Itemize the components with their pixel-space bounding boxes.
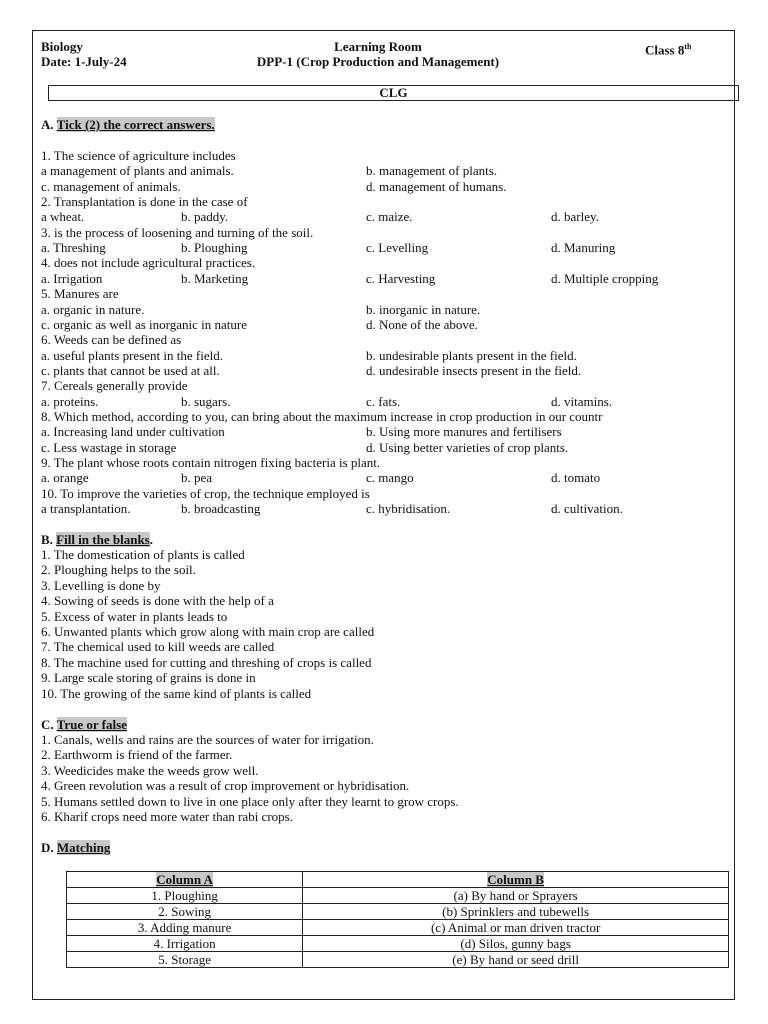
answer-option: b. pea: [181, 470, 213, 486]
column-b-cell: (d) Silos, gunny bags: [303, 936, 729, 952]
column-a-cell: 3. Adding manure: [67, 920, 303, 936]
answer-option: d. cultivation.: [551, 501, 623, 517]
date-label: Date: 1-July-24: [41, 54, 127, 69]
answer-option: a wheat.: [41, 209, 85, 225]
fill-blank-item: 4. Sowing of seeds is done with the help of a: [41, 593, 274, 609]
question-text: 9. The plant whose roots contain nitrogen fixing bacteria is plant.: [41, 455, 381, 470]
question-text: 1. The science of agriculture includes: [41, 148, 236, 163]
worksheet-page: [32, 30, 735, 1000]
answer-option: a. useful plants present in the field.: [41, 347, 223, 363]
column-a-cell: 5. Storage: [67, 952, 303, 968]
class-label: Class 8th: [645, 42, 692, 58]
answer-option: b. paddy.: [181, 209, 229, 225]
question-text: 10. To improve the varieties of crop, the technique employed is: [41, 485, 370, 501]
column-a-cell: 1. Ploughing: [67, 888, 303, 904]
answer-option: b. Marketing: [181, 270, 249, 286]
answer-option: d. tomato: [551, 470, 601, 486]
column-b-cell: (b) Sprinklers and tubewells: [303, 904, 729, 920]
answer-option: d. None of the above.: [366, 316, 478, 332]
matching-table: [66, 871, 729, 968]
answer-option: c. Harvesting: [366, 270, 436, 286]
answer-option: a. proteins.: [41, 393, 99, 409]
fill-blank-item: 6. Unwanted plants which grow along with main crop are called: [41, 624, 375, 639]
question-text: 8. Which method, according to you, can bring about the maximum increase in crop production in our countr: [41, 408, 603, 424]
answer-option: d. Multiple cropping: [551, 270, 659, 286]
table-row: [67, 936, 729, 952]
fill-blank-item: 7. The chemical used to kill weeds are called: [41, 639, 275, 655]
answer-option: d. undesirable insects present in the field.: [366, 362, 582, 378]
column-b-header: Column B: [303, 872, 729, 888]
fill-blank-item: 10. The growing of the same kind of plants is called: [41, 685, 312, 701]
matching-header-row: [67, 872, 729, 888]
column-b-cell: (e) By hand or seed drill: [303, 952, 729, 968]
fill-blank-item: 8. The machine used for cutting and threshing of crops is called: [41, 654, 372, 670]
section-d-heading: D. Matching: [41, 840, 111, 855]
question-text: 7. Cereals generally provide: [41, 378, 188, 394]
fill-blank-item: 9. Large scale storing of grains is done in: [41, 670, 256, 686]
answer-option: a management of plants and animals.: [41, 163, 234, 179]
section-b-heading: B. Fill in the blanks.: [41, 532, 153, 547]
answer-option: b. broadcasting: [181, 501, 261, 517]
answer-option: a. Threshing: [41, 240, 106, 256]
fill-blank-item: 1. The domestication of plants is called: [41, 547, 245, 562]
true-false-item: 5. Humans settled down to live in one place only after they learnt to grow crops.: [41, 793, 459, 809]
subject-label: Biology: [41, 39, 83, 54]
answer-option: d. Manuring: [551, 240, 616, 256]
true-false-item: 2. Earthworm is friend of the farmer.: [41, 747, 233, 763]
answer-option: b. undesirable plants present in the field.: [366, 347, 577, 363]
table-row: [67, 888, 729, 904]
answer-option: c. maize.: [366, 209, 413, 225]
question-text: 6. Weeds can be defined as: [41, 332, 182, 348]
answer-option: d. vitamins.: [551, 393, 613, 409]
answer-option: c. mango: [366, 470, 414, 486]
answer-option: d. Using better varieties of crop plants.: [366, 439, 569, 455]
true-false-item: 4. Green revolution was a result of crop improvement or hybridisation.: [41, 778, 410, 794]
answer-option: b. management of plants.: [366, 163, 498, 179]
answer-option: c. fats.: [366, 393, 401, 409]
question-text: 4. does not include agricultural practices.: [41, 255, 256, 271]
question-text: 3. is the process of loosening and turning of the soil.: [41, 224, 314, 240]
column-a-cell: 4. Irrigation: [67, 936, 303, 952]
true-false-item: 3. Weedicides make the weeds grow well.: [41, 762, 259, 778]
table-row: [67, 904, 729, 920]
answer-option: a. organic in nature.: [41, 301, 145, 317]
center-title: Learning Room: [334, 39, 422, 54]
answer-option: a. Irrigation: [41, 270, 103, 286]
answer-option: c. Levelling: [366, 240, 429, 256]
fill-blank-item: 3. Levelling is done by: [41, 577, 161, 593]
section-c-heading: C. True or false: [41, 717, 127, 732]
answer-option: b. inorganic in nature.: [366, 301, 481, 317]
answer-option: c. hybridisation.: [366, 501, 451, 517]
answer-option: c. plants that cannot be used at all.: [41, 362, 220, 378]
table-row: [67, 920, 729, 936]
question-text: 5. Manures are: [41, 286, 119, 302]
answer-option: c. organic as well as inorganic in nature: [41, 316, 248, 332]
answer-option: b. Ploughing: [181, 240, 248, 256]
answer-option: a. Increasing land under cultivation: [41, 424, 225, 440]
answer-option: b. Using more manures and fertilisers: [366, 424, 562, 440]
answer-option: d. barley.: [551, 209, 599, 225]
question-text: 2. Transplantation is done in the case of: [41, 194, 248, 210]
true-false-item: 6. Kharif crops need more water than rabi crops.: [41, 809, 293, 824]
column-a-header: Column A: [67, 872, 303, 888]
table-row: [67, 952, 729, 968]
fill-blank-item: 2. Ploughing helps to the soil.: [41, 562, 196, 578]
column-b-cell: (c) Animal or man driven tractor: [303, 920, 729, 936]
fill-blank-item: 5. Excess of water in plants leads to: [41, 608, 228, 624]
column-a-cell: 2. Sowing: [67, 904, 303, 920]
answer-option: a transplantation.: [41, 501, 131, 517]
answer-option: c. Less wastage in storage: [41, 439, 177, 455]
answer-option: a. orange: [41, 470, 89, 486]
section-a-heading: A. Tick (2) the correct answers.: [41, 117, 215, 132]
answer-option: c. management of animals.: [41, 178, 181, 194]
center-subtitle: DPP-1 (Crop Production and Management): [256, 54, 500, 69]
answer-option: b. sugars.: [181, 393, 231, 409]
answer-option: d. management of humans.: [366, 178, 507, 194]
column-b-cell: (a) By hand or Sprayers: [303, 888, 729, 904]
clg-bar: CLG: [48, 85, 739, 101]
true-false-item: 1. Canals, wells and rains are the sources of water for irrigation.: [41, 732, 374, 747]
